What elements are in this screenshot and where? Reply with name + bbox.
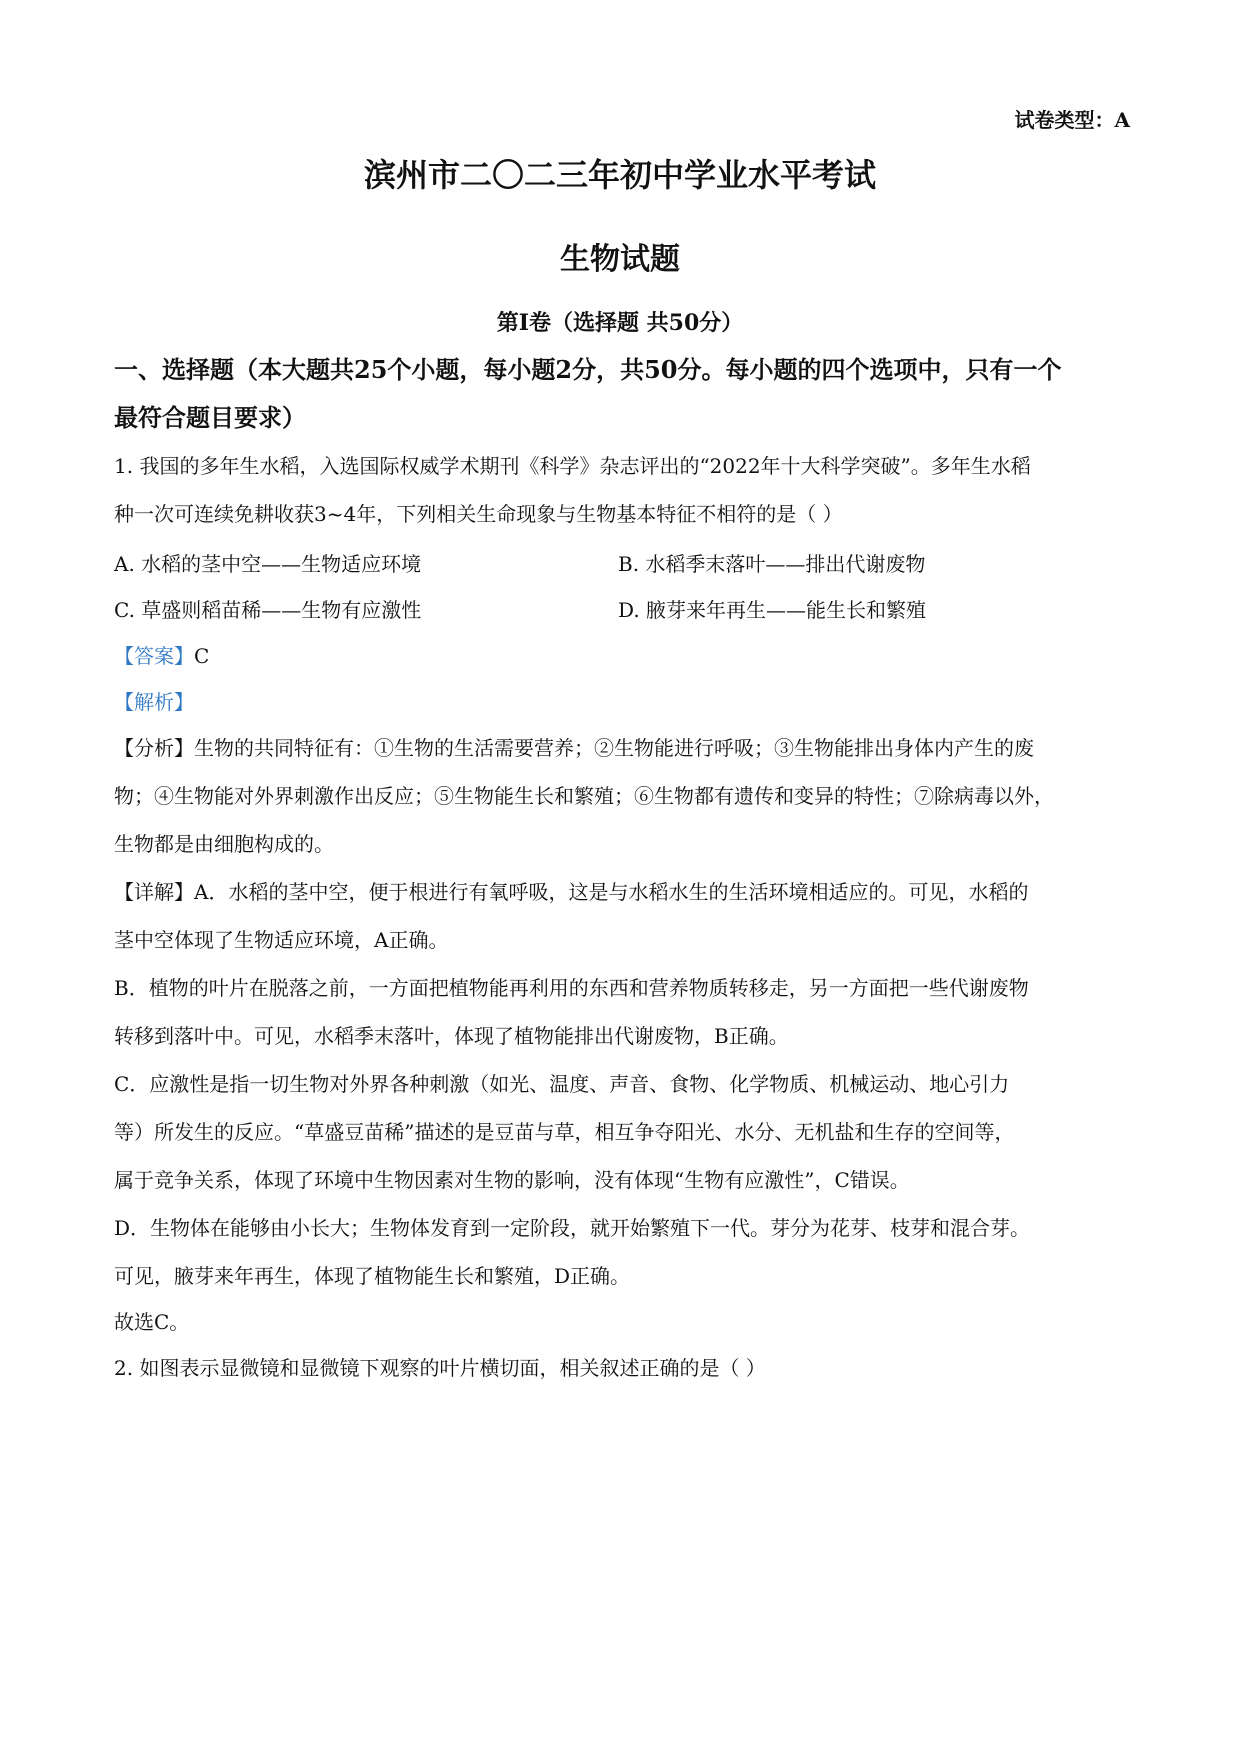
analysis-tag: 【解析】 bbox=[114, 690, 194, 714]
q1-detail-line5: C．应激性是指一切生物对外界各种刺激（如光、温度、声音、食物、化学物质、机械运动、地心引力 bbox=[114, 1072, 1010, 1096]
paper-type: 试卷类型：A bbox=[1014, 108, 1130, 132]
q1-stem-line1: 1. 我国的多年生水稻，入选国际权威学术期刊《科学》杂志评出的“2022年十大科学突破”。多年生水稻 bbox=[114, 454, 1031, 478]
q1-detail-line8: D．生物体在能够由小长大；生物体发育到一定阶段，就开始繁殖下一代。芽分为花芽、枝芽和混合芽。 bbox=[114, 1216, 1031, 1240]
q1-detail-line1: 【详解】A．水稻的茎中空，便于根进行有氧呼吸，这是与水稻水生的生活环境相适应的。可见，水稻的 bbox=[114, 880, 1029, 904]
q1-stem-line2: 种一次可连续免耕收获3~4年，下列相关生命现象与生物基本特征不相符的是（ ） bbox=[114, 502, 843, 526]
q1-option-d: D. 腋芽来年再生——能生长和繁殖 bbox=[618, 598, 927, 622]
q1-answer bbox=[114, 642, 209, 670]
answer-value: C bbox=[194, 644, 210, 668]
q1-detail-line2: 茎中空体现了生物适应环境，A正确。 bbox=[114, 928, 449, 952]
q1-detail-line3: B．植物的叶片在脱落之前，一方面把植物能再利用的东西和营养物质转移走，另一方面把一些代谢废物 bbox=[114, 976, 1029, 1000]
q1-option-c: C. 草盛则稻苗稀——生物有应激性 bbox=[114, 598, 422, 622]
q1-detail-line4: 转移到落叶中。可见，水稻季末落叶，体现了植物能排出代谢废物，B正确。 bbox=[114, 1024, 789, 1048]
exam-title: 滨州市二〇二三年初中学业水平考试 bbox=[363, 156, 876, 194]
q1-detail-line9: 可见，腋芽来年再生，体现了植物能生长和繁殖，D正确。 bbox=[114, 1264, 631, 1288]
q1-option-b: B. 水稻季末落叶——排出代谢废物 bbox=[618, 552, 926, 576]
q2-stem: 2. 如图表示显微镜和显微镜下观察的叶片横切面，相关叙述正确的是（ ） bbox=[114, 1356, 766, 1380]
q1-detail-line7: 属于竞争关系，体现了环境中生物因素对生物的影响，没有体现“生物有应激性”，C错误。 bbox=[114, 1168, 910, 1192]
q1-detail-line6: 等）所发生的反应。“草盛豆苗稀”描述的是豆苗与草，相互争夺阳光、水分、无机盐和生存的空间等， bbox=[114, 1120, 1015, 1144]
subject-title: 生物试题 bbox=[560, 242, 680, 277]
q1-option-a: A. 水稻的茎中空——生物适应环境 bbox=[114, 552, 422, 576]
answer-tag: 【答案】 bbox=[114, 644, 194, 668]
q1-analysis-line3: 生物都是由细胞构成的。 bbox=[114, 832, 334, 856]
q1-analysis-line2: 物；④生物能对外界刺激作出反应；⑤生物能生长和繁殖；⑥生物都有遗传和变异的特性；⑦除病毒以外， bbox=[114, 784, 1054, 808]
q1-analysis-line1: 【分析】生物的共同特征有：①生物的生活需要营养；②生物能进行呼吸；③生物能排出身体内产生的废 bbox=[114, 736, 1034, 760]
section-heading-line1: 一、选择题（本大题共25个小题，每小题2分，共50分。每小题的四个选项中，只有一个 bbox=[114, 355, 1062, 384]
part-title: 第Ⅰ卷（选择题 共50分） bbox=[496, 310, 744, 336]
section-heading-line2: 最符合题目要求） bbox=[114, 403, 306, 432]
q1-conclusion: 故选C。 bbox=[114, 1310, 190, 1334]
